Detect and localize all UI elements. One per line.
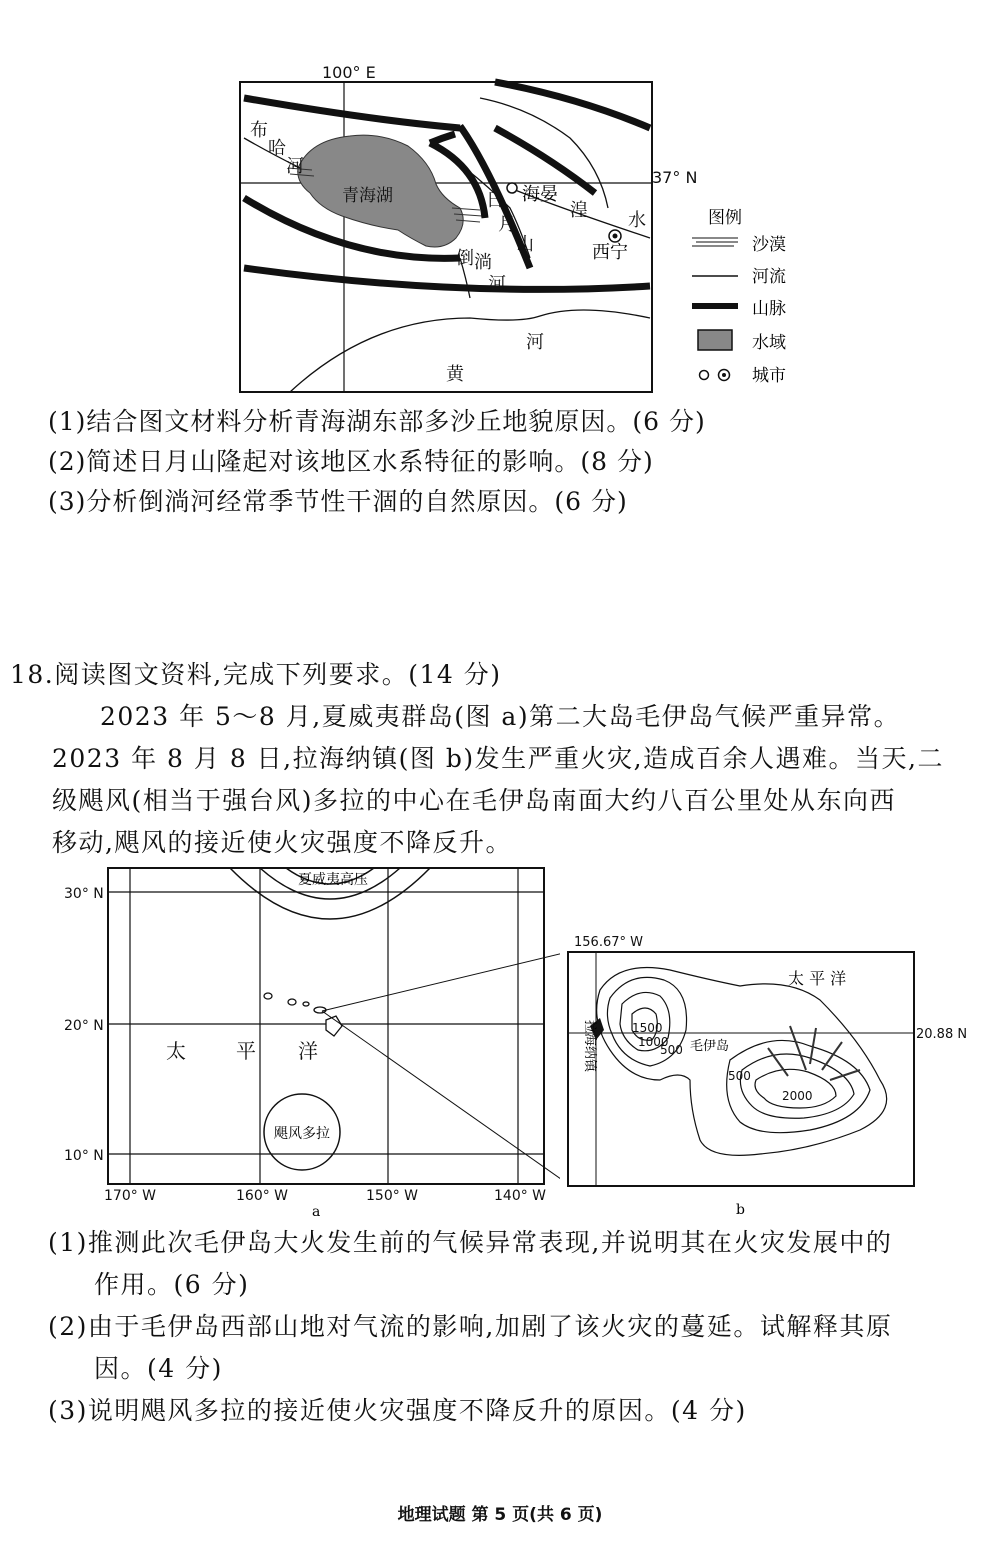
maui-gullies: [768, 1026, 860, 1080]
zoom-line-top: [322, 952, 560, 1011]
legend-water: 水域: [752, 333, 786, 353]
svg-text:日: 日: [486, 190, 504, 211]
map-a-lon-140: 140° W: [494, 1188, 547, 1204]
legend-city-icon: [700, 371, 709, 380]
maui-contours: [597, 968, 887, 1156]
haiyan-label: 海晏: [522, 184, 558, 205]
q18-part3: (3)说明飓风多拉的接近使火灾强度不降反升的原因。(4 分): [48, 1396, 747, 1425]
legend-title: 图例: [708, 208, 742, 228]
hawaii-high-label: 夏威夷高压: [298, 872, 368, 888]
svg-text:月: 月: [498, 214, 516, 235]
contour-1500: 1500: [632, 1021, 663, 1035]
legend-desert: 沙漠: [752, 235, 786, 255]
svg-text:布: 布: [250, 120, 268, 141]
buha-river-label: [250, 120, 304, 177]
zoom-line-bottom: [322, 1011, 560, 1184]
legend-city: 城市: [752, 366, 786, 386]
map-a-lon-170: 170° W: [104, 1188, 157, 1204]
map-a-lat-10: 10° N: [64, 1148, 104, 1164]
yellow-river-label: [446, 332, 544, 385]
q17-part1: (1)结合图文材料分析青海湖东部多沙丘地貌原因。(6 分): [48, 407, 706, 436]
svg-text:洋: 洋: [298, 1039, 318, 1063]
map-b-lon-label: 156.67° W: [574, 935, 643, 950]
map1-lon-label: 100° E: [322, 63, 376, 82]
page-footer: 地理试题 第 5 页(共 6 页): [397, 1505, 603, 1525]
map-b-ocean-label: 太 平 洋: [788, 969, 847, 988]
lahaina-label: 拉海纳镇: [582, 1020, 597, 1073]
contour-500-east: 500: [728, 1069, 751, 1083]
q18-para-line2: 2023 年 8 月 8 日,拉海纳镇(图 b)发生严重火灾,造成百余人遇难。当天,二: [52, 744, 944, 773]
lake-label: 青海湖: [342, 186, 393, 206]
rivers: [244, 98, 650, 392]
legend-river: 河流: [752, 267, 786, 287]
map1-legend: [692, 208, 786, 386]
xining-label: 西宁: [592, 242, 628, 263]
map-b-caption: b: [736, 1202, 745, 1218]
contour-1000: 1000: [638, 1035, 669, 1049]
map1-lat-label: 37° N: [652, 168, 698, 187]
legend-desert-symbol: [692, 238, 738, 246]
svg-text:倒: 倒: [456, 248, 474, 269]
svg-text:黄: 黄: [446, 364, 464, 385]
map-b-lat-label: 20.88 N: [916, 1027, 968, 1042]
svg-text:河: 河: [488, 274, 506, 295]
contour-2000: 2000: [782, 1089, 813, 1103]
q18-part1-line1: (1)推测此次毛伊岛大火发生前的气候异常表现,并说明其在火灾发展中的: [48, 1228, 893, 1257]
maui-map-b: [560, 930, 990, 1220]
q18-part1-line2: 作用。(6 分): [94, 1270, 250, 1299]
hurricane-dora-label: 飓风多拉: [274, 1126, 330, 1142]
map-a-lat-20: 20° N: [64, 1018, 104, 1034]
xining-city-dot: [613, 234, 618, 239]
legend-water-symbol: [698, 330, 732, 350]
map-a-caption: a: [312, 1204, 321, 1220]
contour-500: 500: [660, 1043, 683, 1057]
svg-text:平: 平: [236, 1039, 256, 1063]
qinghai-lake-map: [230, 58, 820, 398]
svg-text:淌: 淌: [474, 252, 492, 273]
q18-part2-line2: 因。(4 分): [94, 1354, 223, 1383]
q18-para-line1: 2023 年 5～8 月,夏威夷群岛(图 a)第二大岛毛伊岛气候严重异常。: [100, 702, 901, 731]
q18-para-line3: 级飓风(相当于强台风)多拉的中心在毛伊岛南面大约八百公里处从东向西: [52, 786, 897, 815]
svg-text:山: 山: [516, 234, 534, 255]
map-a-lon-160: 160° W: [236, 1188, 289, 1204]
svg-text:湟: 湟: [570, 200, 588, 221]
huangshui-label: [570, 200, 646, 231]
q17-part3: (3)分析倒淌河经常季节性干涸的自然原因。(6 分): [48, 487, 628, 516]
map-a-lat-30: 30° N: [64, 886, 104, 902]
q18-part2-line1: (2)由于毛伊岛西部山地对气流的影响,加剧了该火灾的蔓延。试解释其原: [48, 1312, 893, 1341]
map-a-ocean-label: [166, 1039, 318, 1063]
q18-para-line4: 移动,飓风的接近使火灾强度不降反升。: [52, 828, 512, 857]
hawaii-map-a: [60, 860, 560, 1220]
svg-text:河: 河: [526, 332, 544, 353]
q17-part2: (2)简述日月山隆起对该地区水系特征的影响。(8 分): [48, 447, 654, 476]
haiyan-city-icon: [507, 183, 517, 193]
legend-mountain: 山脉: [752, 299, 786, 319]
svg-text:河: 河: [286, 156, 304, 177]
q18-heading: 18.阅读图文资料,完成下列要求。(14 分): [10, 660, 502, 689]
maui-label: 毛伊岛: [690, 1039, 730, 1054]
svg-text:哈: 哈: [268, 138, 286, 159]
svg-text:太: 太: [166, 1039, 186, 1063]
map-a-lon-150: 150° W: [366, 1188, 419, 1204]
hawaii-islands: [264, 993, 342, 1036]
svg-text:水: 水: [628, 210, 646, 231]
